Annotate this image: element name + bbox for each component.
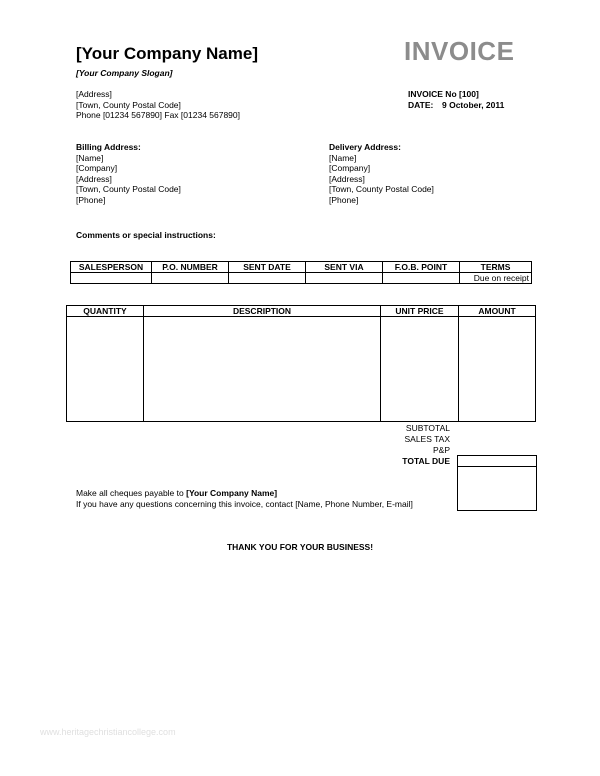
delivery-heading: Delivery Address:	[329, 142, 401, 152]
cheques-text: Make all cheques payable to	[76, 488, 184, 498]
totals-value-box[interactable]	[457, 467, 537, 511]
fob-point-cell[interactable]	[383, 273, 460, 284]
subtotal-label: SUBTOTAL	[405, 423, 450, 433]
thank-you-message: THANK YOU FOR YOUR BUSINESS!	[226, 542, 374, 552]
sent-date-cell[interactable]	[229, 273, 306, 284]
table-row	[67, 317, 536, 422]
description-area[interactable]	[144, 317, 381, 422]
unit-price-area[interactable]	[381, 317, 459, 422]
col-sent-date: SENT DATE	[229, 262, 306, 273]
town-line: [Town, County Postal Code]	[76, 99, 181, 110]
billing-heading: Billing Address:	[76, 142, 141, 152]
col-unit-price: UNIT PRICE	[381, 306, 459, 317]
delivery-company: [Company]	[329, 163, 371, 173]
pp-label: P&P	[432, 445, 450, 455]
col-sent-via: SENT VIA	[306, 262, 383, 273]
delivery-address	[329, 142, 434, 205]
col-salesperson: SALESPERSON	[71, 262, 152, 273]
amount-area[interactable]	[459, 317, 536, 422]
watermark: www.heritagechristiancollege.com	[40, 727, 176, 737]
invoice-info	[408, 89, 504, 110]
totals-section	[380, 423, 458, 467]
invoice-number: INVOICE No [100]	[408, 89, 479, 99]
salesperson-cell[interactable]	[71, 273, 152, 284]
line-items-table	[66, 305, 536, 422]
delivery-name: [Name]	[329, 152, 357, 163]
billing-town: [Town, County Postal Code]	[76, 184, 181, 194]
col-quantity: QUANTITY	[67, 306, 144, 317]
billing-address-line: [Address]	[76, 173, 112, 184]
col-description: DESCRIPTION	[144, 306, 381, 317]
company-slogan: [Your Company Slogan]	[76, 68, 173, 78]
address-line: [Address]	[76, 89, 112, 99]
sales-tax-label: SALES TAX	[404, 434, 450, 444]
total-due-label: TOTAL DUE	[402, 456, 450, 466]
cheques-company: [Your Company Name]	[186, 488, 278, 498]
total-due-value[interactable]	[457, 455, 537, 467]
sent-via-cell[interactable]	[306, 273, 383, 284]
delivery-town: [Town, County Postal Code]	[329, 184, 434, 194]
col-amount: AMOUNT	[459, 306, 536, 317]
col-fob-point: F.O.B. POINT	[383, 262, 460, 273]
payment-footer	[76, 488, 413, 509]
delivery-address-line: [Address]	[329, 173, 365, 184]
col-po-number: P.O. NUMBER	[152, 262, 229, 273]
billing-name: [Name]	[76, 152, 104, 163]
questions-text: If you have any questions concerning this invoice, contact [Name, Phone Number, E-mail]	[76, 498, 413, 509]
date-value: 9 October, 2011	[442, 99, 505, 110]
date-label: DATE:	[408, 99, 434, 110]
quantity-area[interactable]	[67, 317, 144, 422]
table-row	[71, 273, 532, 284]
col-terms: TERMS	[460, 262, 532, 273]
billing-address	[76, 142, 181, 205]
invoice-title: INVOICE	[404, 36, 515, 66]
po-number-cell[interactable]	[152, 273, 229, 284]
company-address	[76, 89, 240, 121]
billing-phone: [Phone]	[76, 194, 106, 205]
company-name: [Your Company Name]	[76, 44, 258, 63]
terms-cell[interactable]: Due on receipt	[460, 273, 532, 284]
comments-label: Comments or special instructions:	[76, 230, 216, 240]
invoice-date	[408, 100, 504, 111]
order-details-table	[70, 261, 532, 284]
phone-fax-line: Phone [01234 567890] Fax [01234 567890]	[76, 110, 241, 120]
billing-company: [Company]	[76, 163, 118, 173]
delivery-phone: [Phone]	[329, 194, 359, 205]
